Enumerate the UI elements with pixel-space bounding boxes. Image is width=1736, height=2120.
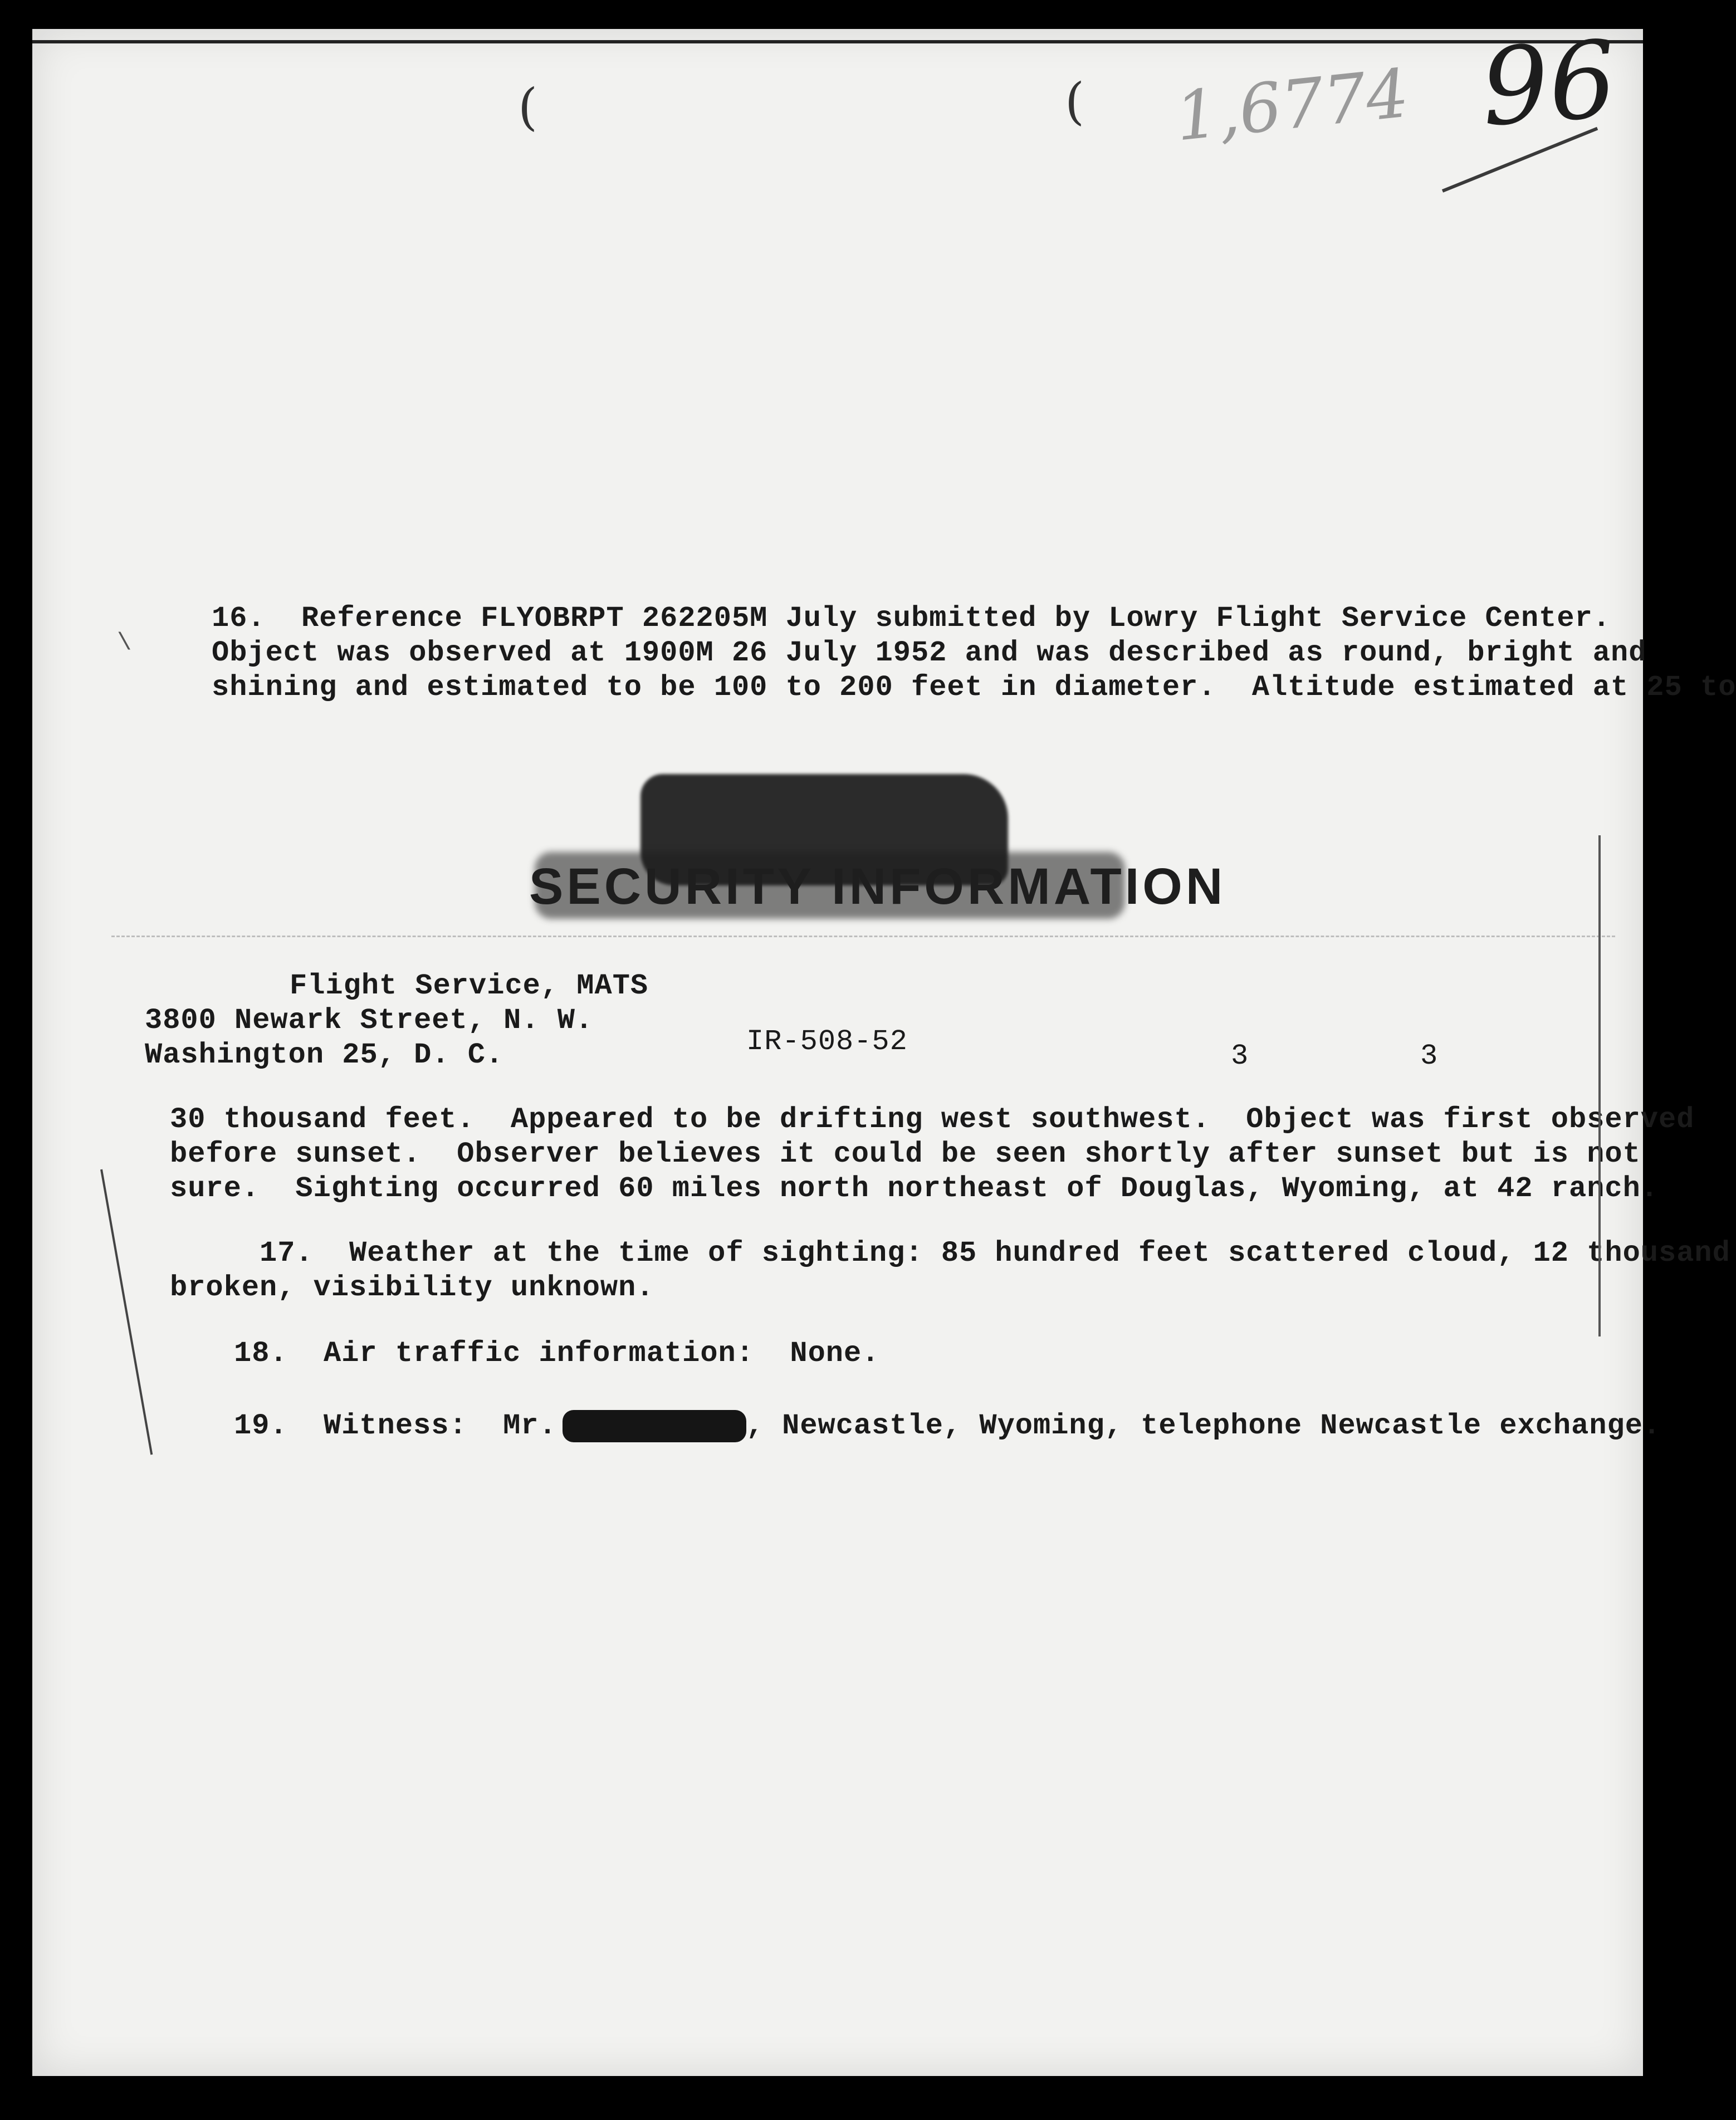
- paragraph-16-line: Object was observed at 1900M 26 July 1952 and was described as round, bright and: [212, 637, 1647, 669]
- witness-redaction: [563, 1410, 746, 1442]
- page-edge-mark-right: [1598, 835, 1601, 1336]
- paragraph-18: 18. Air traffic information: None.: [234, 1337, 880, 1370]
- witness-prefix: 19. Witness: Mr.: [234, 1409, 557, 1442]
- security-stamp: SECURITY INFORMATION: [529, 858, 1226, 915]
- paragraph-line: 30 thousand feet. Appeared to be drifting west southwest. Object was first observed: [170, 1103, 1695, 1136]
- address-line: Washington 25, D. C.: [145, 1039, 504, 1071]
- punch-mark-right: (: [1065, 72, 1085, 131]
- paragraph-line: sure. Sighting occurred 60 miles north northeast of Douglas, Wyoming, at 42 ranch.: [170, 1172, 1659, 1205]
- witness-suffix: , Newcastle, Wyoming, telephone Newcastle exchange.: [746, 1409, 1661, 1442]
- address-line: 3800 Newark Street, N. W.: [145, 1004, 594, 1037]
- page-top-border: [32, 40, 1643, 43]
- paragraph-line: broken, visibility unknown.: [170, 1271, 654, 1304]
- paragraph-16-continued: [170, 1103, 1694, 1206]
- margin-mark: \: [117, 629, 132, 657]
- punch-mark-left: (: [518, 78, 538, 136]
- page-mark-left: 3: [1231, 1040, 1249, 1073]
- paragraph-line: before sunset. Observer believes it could be seen shortly after sunset but is not: [170, 1138, 1641, 1171]
- scan-edge: [1686, 0, 1706, 2120]
- page-mark-right: 3: [1420, 1040, 1439, 1073]
- paragraph-line: 17. Weather at the time of sighting: 85 hundred feet scattered cloud, 12 thousand: [170, 1237, 1730, 1270]
- paragraph-16-line: 16. Reference FLYOBRPT 262205M July submitted by Lowry Flight Service Center.: [212, 602, 1611, 635]
- address-block: [145, 969, 648, 1073]
- handwritten-page-number: 96: [1477, 17, 1621, 150]
- address-line: Flight Service, MATS: [290, 970, 649, 1002]
- report-number: IR-508-52: [746, 1025, 908, 1058]
- handwritten-faint-note: 1,6774: [1171, 55, 1413, 156]
- paragraph-16: [212, 601, 1736, 705]
- paragraph-19: [234, 1409, 1661, 1443]
- page-fold-line: [111, 936, 1615, 937]
- paragraph-17: [170, 1236, 1730, 1305]
- paragraph-16-line: shining and estimated to be 100 to 200 feet in diameter. Altitude estimated at 25 to: [212, 671, 1736, 704]
